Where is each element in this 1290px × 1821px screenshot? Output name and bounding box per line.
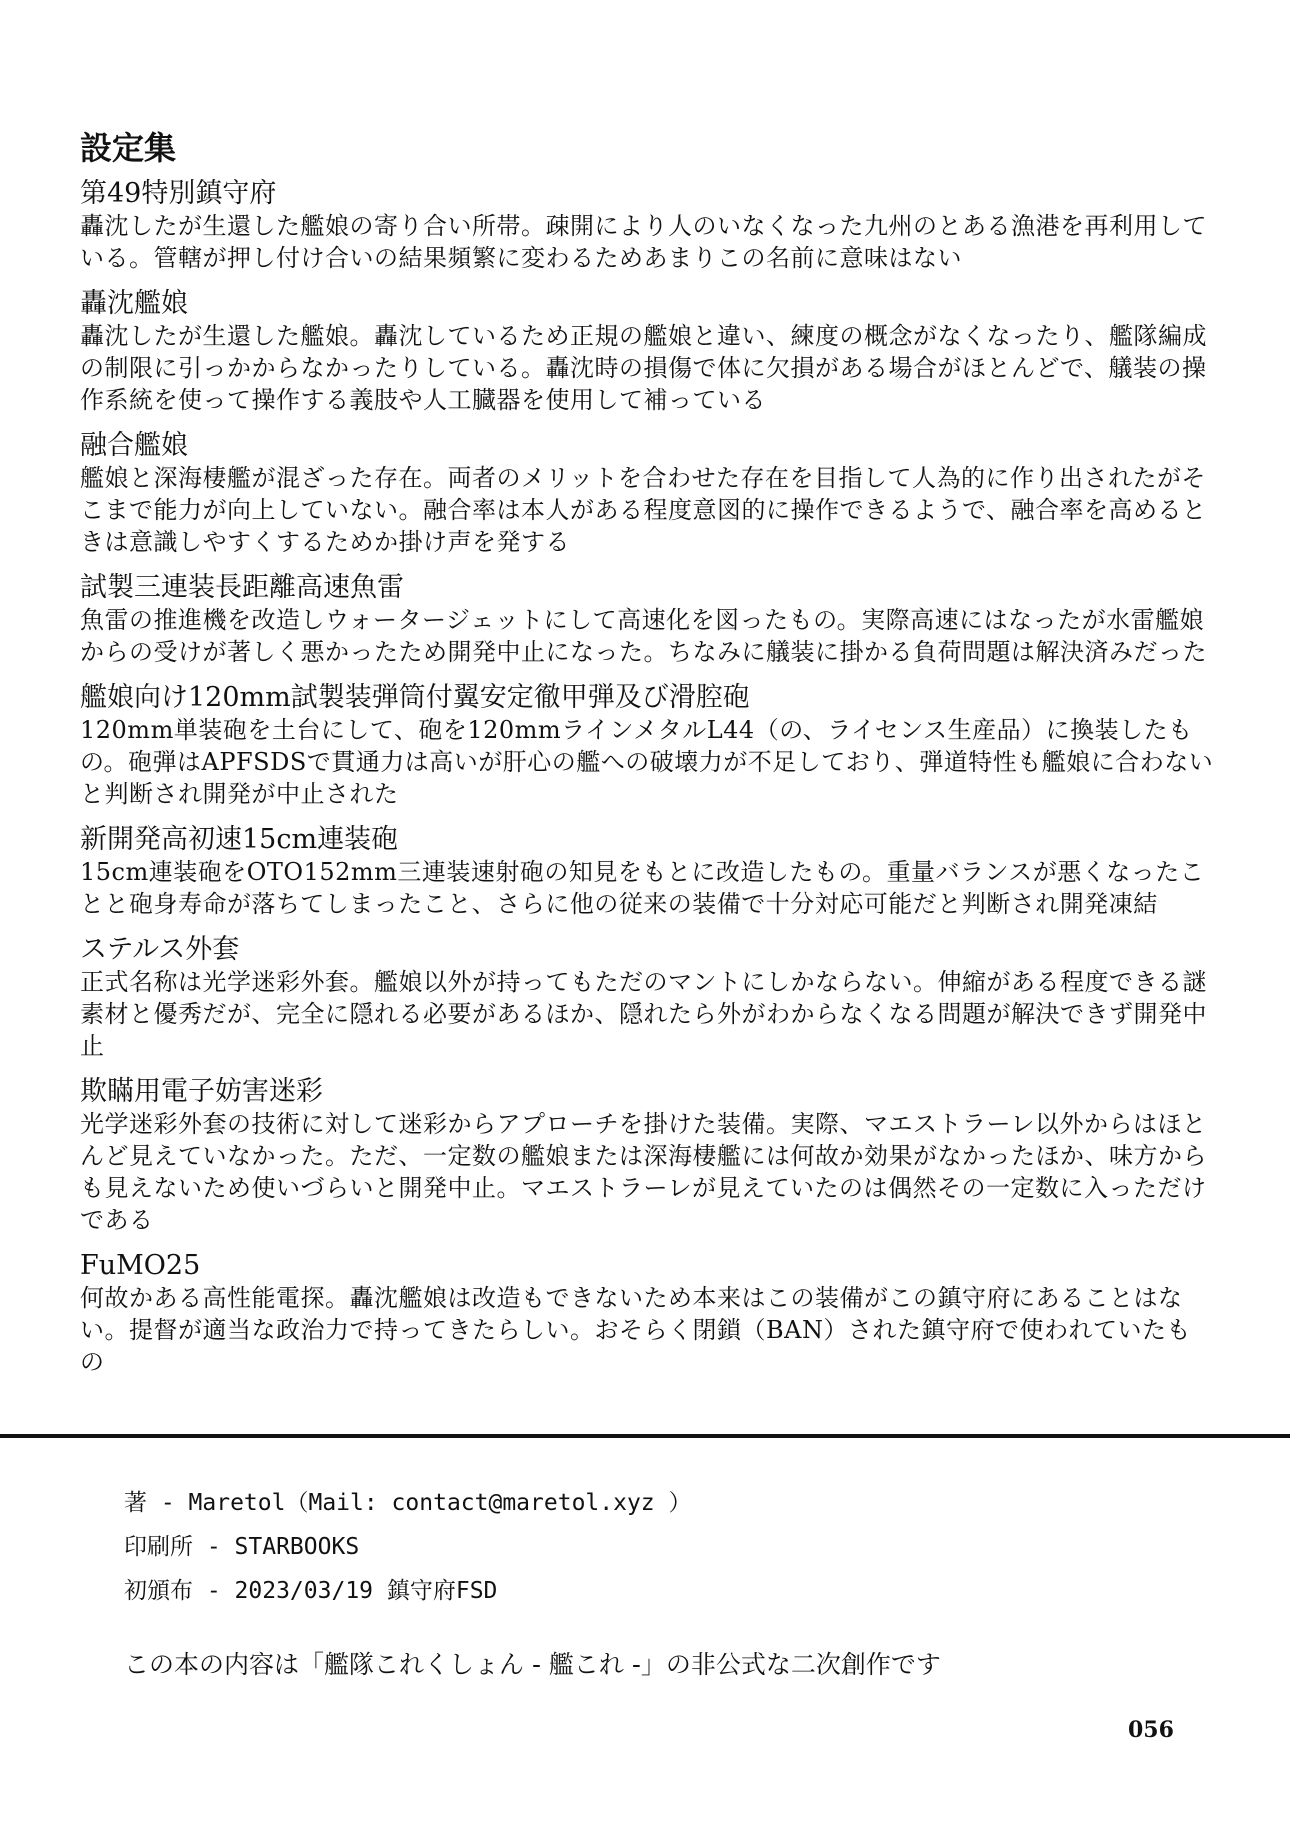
colophon-first-edition: 初頒布 - 2023/03/19 鎮守府FSD	[124, 1578, 498, 1604]
entry-description: 艦娘と深海棲艦が混ざった存在。両者のメリットを合わせた存在を目指して人為的に作り出されたがそこまで能力が向上していない。融合率は本人がある程度意図的に操作できるようで、融合率を高めるときは意識しやすくするためか掛け声を発する	[80, 464, 1207, 556]
entry-title: 欺瞞用電子妨害迷彩	[80, 1076, 323, 1107]
entry-title: 第49特別鎮守府	[80, 178, 277, 209]
disclaimer: この本の内容は「艦隊これくしょん - 艦これ -」の非公式な二次創作です	[124, 1650, 941, 1679]
colophon-author: 著 - Maretol（Mail: contact@maretol.xyz ）	[124, 1490, 692, 1516]
entry-title: 新開発高初速15cm連装砲	[80, 824, 399, 855]
entry-ecm-camo	[80, 1076, 1215, 1236]
colophon-printer: 印刷所 - STARBOOKS	[124, 1534, 360, 1560]
entry-yugo-kanmusu	[80, 430, 1215, 558]
entry-fumo25	[80, 1250, 1215, 1378]
page-number: 056	[1128, 1717, 1174, 1743]
entry-120mm-gun	[80, 682, 1215, 810]
settings-list	[80, 178, 1215, 1392]
section-divider	[0, 1434, 1290, 1438]
entry-title: ステルス外套	[80, 934, 240, 965]
entry-title: 艦娘向け120mm試製装弾筒付翼安定徹甲弾及び滑腔砲	[80, 682, 750, 713]
entry-title: FuMO25	[80, 1250, 201, 1281]
entry-description: 正式名称は光学迷彩外套。艦娘以外が持ってもただのマントにしかならない。伸縮がある程度できる謎素材と優秀だが、完全に隠れる必要があるほか、隠れたら外がわからなくなる問題が解決できず開発中止	[80, 968, 1207, 1060]
entry-title: 融合艦娘	[80, 430, 188, 461]
entry-description: 轟沈したが生還した艦娘。轟沈しているため正規の艦娘と違い、練度の概念がなくなったり、艦隊編成の制限に引っかからなかったりしている。轟沈時の損傷で体に欠損がある場合がほとんどで、艤装の操作系統を使って操作する義肢や人工臓器を使用して補っている	[80, 322, 1207, 414]
colophon	[124, 1481, 692, 1613]
entry-description: 120mm単装砲を土台にして、砲を120mmラインメタルL44（の、ライセンス生産品）に換装したもの。砲弾はAPFSDSで貫通力は高いが肝心の艦への破壊力が不足しており、弾道特性も艦娘に合わないと判断され開発が中止された	[80, 716, 1214, 808]
entry-chinjufu	[80, 178, 1215, 274]
page-title: 設定集	[80, 129, 177, 167]
entry-description: 魚雷の推進機を改造しウォータージェットにして高速化を図ったもの。実際高速にはなったが水雷艦娘からの受けが著しく悪かったため開発中止になった。ちなみに艤装に掛かる負荷問題は解決済みだった	[80, 606, 1207, 666]
entry-description: 何故かある高性能電探。轟沈艦娘は改造もできないため本来はこの装備がこの鎮守府にあることはない。提督が適当な政治力で持ってきたらしい。おそらく閉鎖（BAN）された鎮守府で使われていたもの	[80, 1284, 1191, 1376]
entry-gochin-kanmusu	[80, 288, 1215, 416]
entry-title: 轟沈艦娘	[80, 288, 188, 319]
entry-description: 光学迷彩外套の技術に対して迷彩からアプローチを掛けた装備。実際、マエストラーレ以外からはほとんど見えていなかった。ただ、一定数の艦娘または深海棲艦には何故か効果がなかったほか、味方からも見えないため使いづらいと開発中止。マエストラーレが見えていたのは偶然その一定数に入っただけである	[80, 1110, 1207, 1234]
entry-description: 轟沈したが生還した艦娘の寄り合い所帯。疎開により人のいなくなった九州のとある漁港を再利用している。管轄が押し付け合いの結果頻繁に変わるためあまりこの名前に意味はない	[80, 212, 1207, 272]
entry-description: 15cm連装砲をOTO152mm三連装速射砲の知見をもとに改造したもの。重量バランスが悪くなったことと砲身寿命が落ちてしまったこと、さらに他の従来の装備で十分対応可能だと判断され開発凍結	[80, 858, 1205, 918]
entry-torpedo	[80, 572, 1215, 668]
entry-stealth-cloak	[80, 934, 1215, 1062]
entry-title: 試製三連装長距離高速魚雷	[80, 572, 404, 603]
entry-15cm-gun	[80, 824, 1215, 920]
